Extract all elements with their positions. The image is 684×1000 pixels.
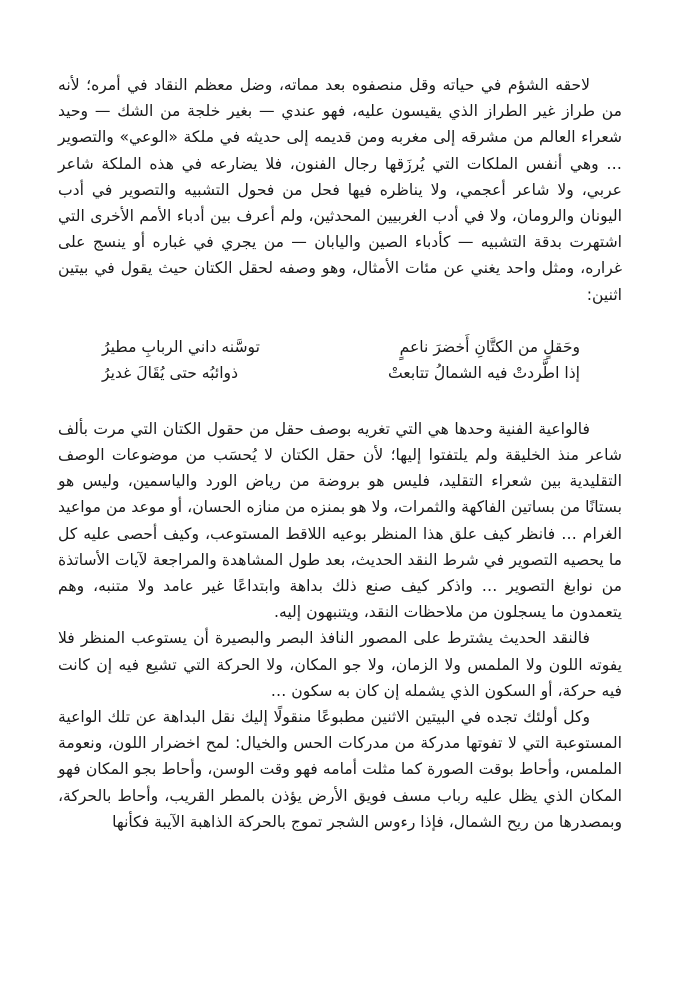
paragraph-artistic-awareness: فالواعية الفنية وحدها هي التي تغريه بوصف حقل من حقول الكتان التي مرت بألف شاعر منذ الخليقة ولم يلتفتوا إليها؛ لأن حقل الكتان لا يُحسَب من موضوعات الوصف التقليدية بين شعراء التقليد، فليس هو بروضة من رياض الورد والياسمين، وليس هو بستانًا من بساتين الفاكهة والثمرات، ولا هو بمنزه من منازه الحسان، أو موعد من مواعيد الغرام … فانظر كيف علق هذا المنظر بوعيه اللاقط المستوعب، وكيف أحصى عليه كل ما يحصيه التصوير في شرط النقد الحديث، بعد طول المشاهدة والمراجعة لآيات الأساتذة من نوابغ التصوير … واذكر كيف صنع ذلك بداهة وابتداعًا غير عامد ولا متنبه، وهم يتعمدون ما يسجلون من ملاحظات النقد، ويتنبهون إليه. [58,419,622,622]
verse-2-first-hemistich: إذا اطَّردتْ فيه الشمالُ تتابعتْ [388,363,580,382]
paragraph-analysis: وكل أولئك تجده في البيتين الاثنين مطبوعًا منقولًا إليك نقل البداهة عن تلك الواعية المستوعبة التي لا تفوتها مدركة من مدركات الحس والخيال: لمح اخضرار اللون، ونعومة الملمس، وأحاط بوقت الصورة كما مثلت أمامه فهو وقت الوسن، وأحاط بجو المكان فهو المكان الذي يظل عليه رباب مسف فويق الأرض يؤذن بالمطر القريب، وأحاط بالحركة، وبمصدرها من ريح الشمال، فإذا رءوس الشجر تموج بالحركة الذاهبة الآيبة فكأنها [58,708,622,831]
verse-1-first-hemistich: وحَقلٍ من الكتَّانِ أَخضرَ ناعمٍ [399,337,580,356]
verse-2-second-hemistich [102,360,341,386]
verse-1-second-hemistich [102,334,341,360]
poem-verse-2 [58,360,622,386]
poem [58,334,622,386]
poem-verse-1 [58,334,622,360]
verse-2-second-text: ذوائبُه حتى يُقَالَ غديرُ [102,363,239,382]
paragraph-modern-criticism: فالنقد الحديث يشترط على المصور النافذ البصر والبصيرة أن يستوعب المنظر فلا يفوته اللون ولا الملمس ولا الزمان، ولا جو المكان، ولا الحركة التي تشيع فيه إن كانت فيه حركة، أو السكون الذي يشمله إن كان به سكون … [58,629,622,700]
paragraph-intro: لاحقه الشؤم في حياته وقل منصفوه بعد مماته، وضل معظم النقاد في أمره؛ لأنه من طراز غير الطراز الذي يقيسون عليه، فهو عندي — بغير خلجة من الشك — وحيد شعراء العالم من مشرقه إلى مغربه ومن قديمه إلى حديثه في ملكة «الوعي» والتصوير … وهي أنفس الملكات التي يُرزَقها رجال الفنون، فلا يضارعه في هذه الملكة شاعر عربي، ولا شاعر أعجمي، ولا يناظره فيها فحل من فحول التشبيه والتصوير في أدب اليونان والرومان، ولا في أدب الغربيين المحدثين، ولم أعرف بين أدباء الأمم الأخرى التي اشتهرت بدقة التشبيه — كأدباء الصين واليابان — من يجري في غباره أو ينسج على غراره، ومثل واحد يغني عن مئات الأمثال، وهو وصفه لحقل الكتان حيث يقول في بيتين اثنين: [58,76,622,304]
verse-1-second-text: توسَّنه داني الربابِ مطيرُ [102,337,260,356]
